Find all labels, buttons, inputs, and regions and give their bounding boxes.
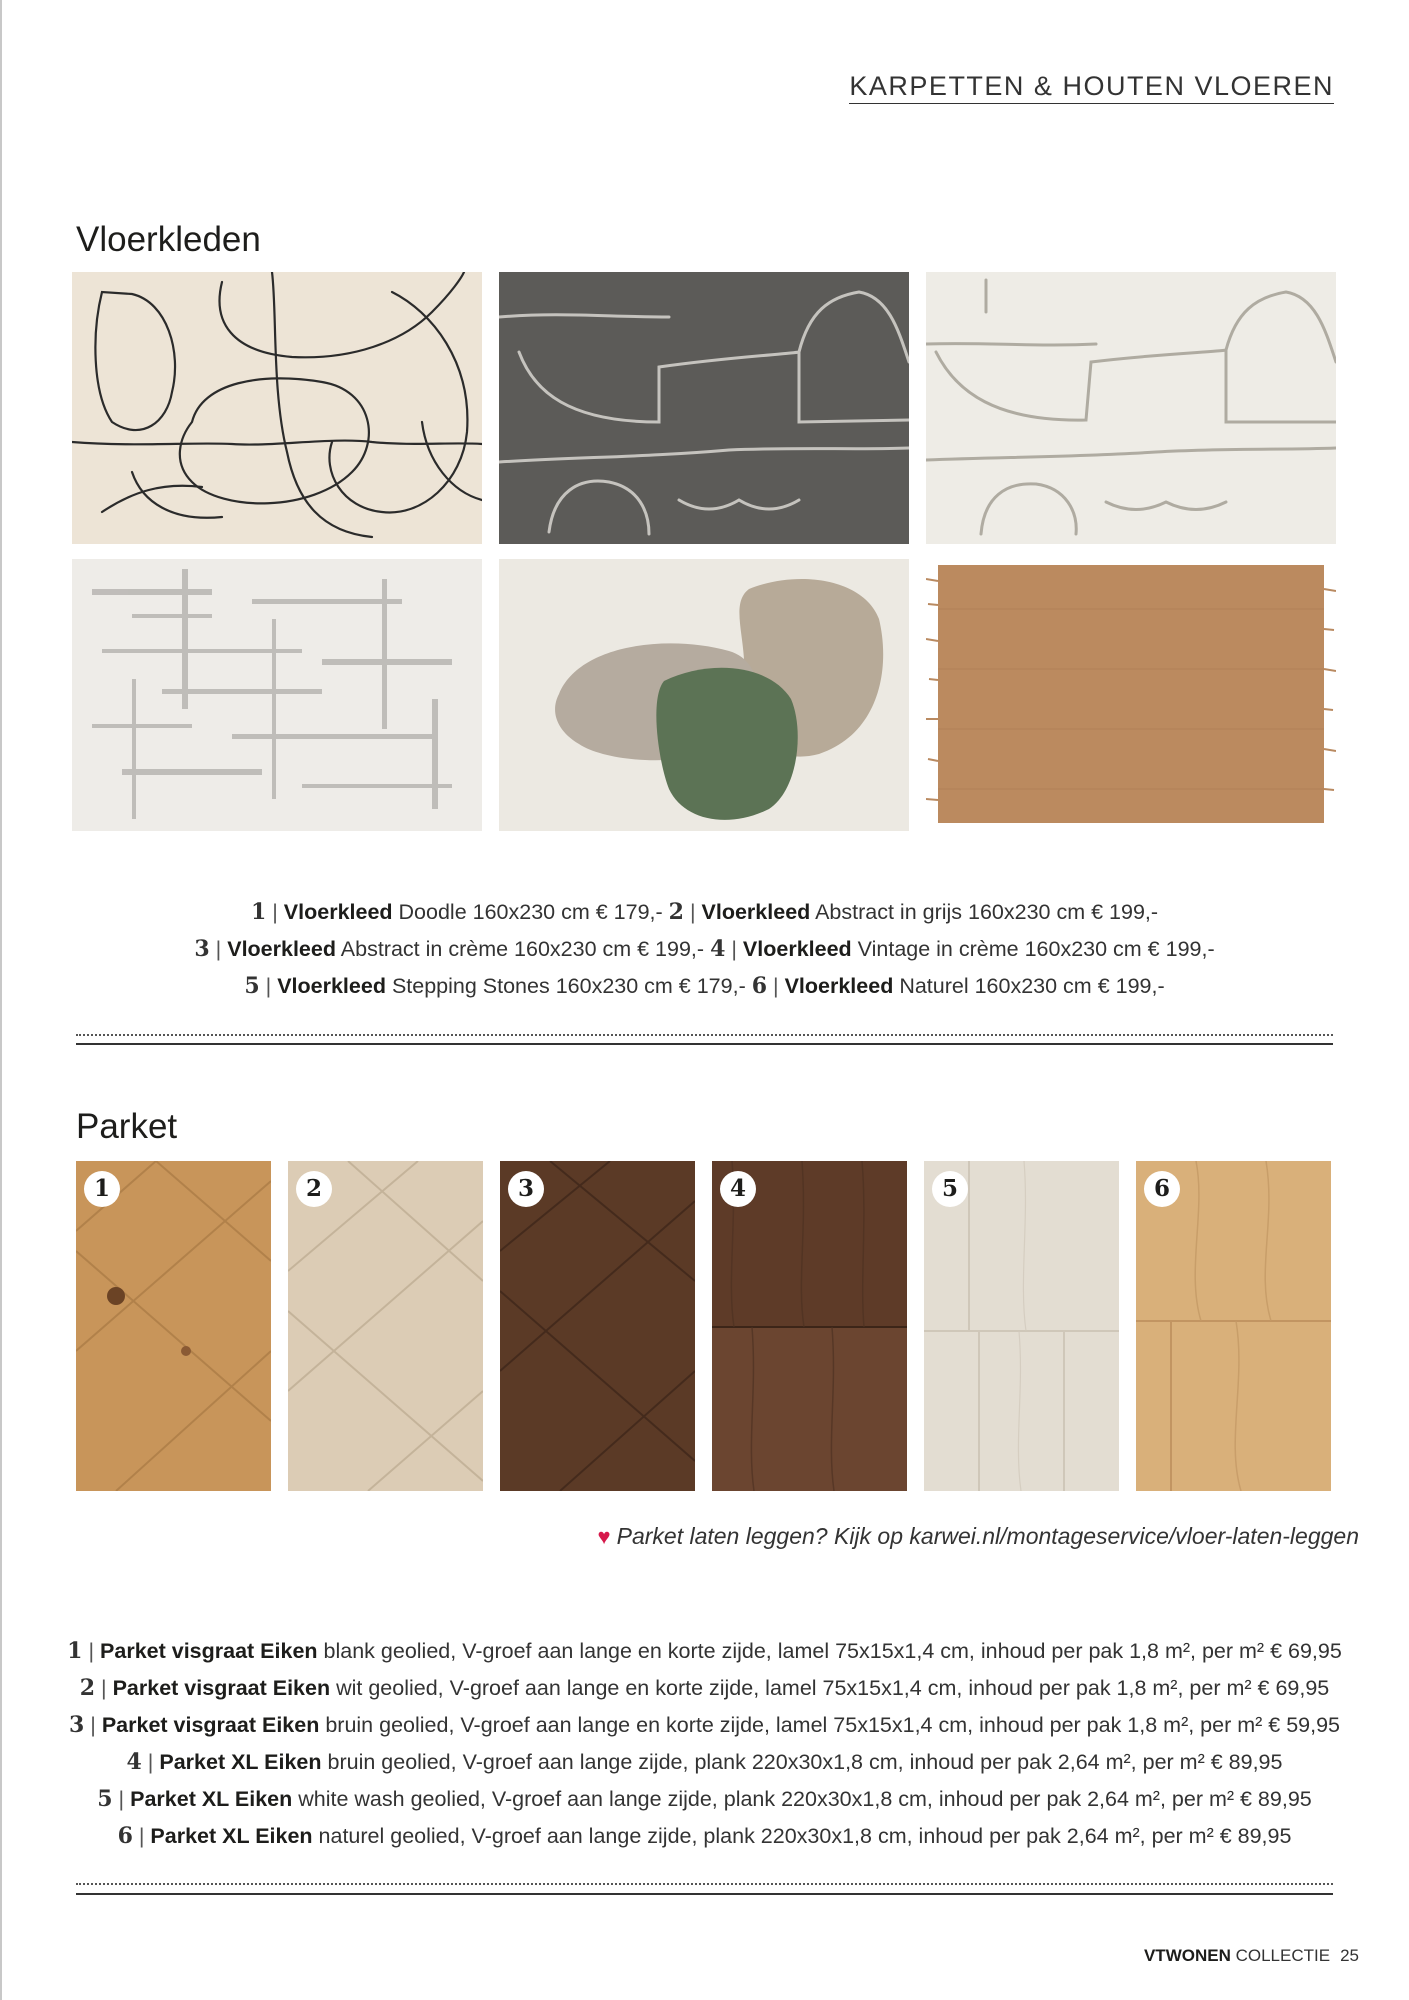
caption-details: Abstract in crème 160x230 cm € 199,- <box>340 937 705 961</box>
rug-image-abstract-creme[interactable] <box>926 272 1336 544</box>
footer-label: COLLECTIE <box>1235 1946 1331 1965</box>
caption-number: 3 <box>194 936 210 962</box>
caption-product-name: Vloerkleed <box>784 974 894 998</box>
caption-details: Naturel 160x230 cm € 199,- <box>899 974 1165 998</box>
caption-details: Vintage in crème 160x230 cm € 199,- <box>857 937 1215 961</box>
parquet-tile-3[interactable] <box>500 1161 695 1491</box>
section-header: KARPETTEN & HOUTEN VLOEREN <box>849 73 1334 104</box>
caption-number: 6 <box>751 973 768 999</box>
caption-line: 1 | Vloerkleed Doodle 160x230 cm € 179,- 2 | Vloerkleed Abstract in grijs 160x230 cm € 199,- <box>250 899 1159 925</box>
caption-details: Doodle 160x230 cm € 179,- <box>398 900 663 924</box>
caption-line: 5 | Parket XL Eiken white wash geolied, V-groef aan lange zijde, plank 220x30x1,8 cm, inhoud per pak 2,64 m², per m² € 89,95 <box>97 1786 1312 1812</box>
rugs-caption <box>0 894 1409 1005</box>
caption-details: Stepping Stones 160x230 cm € 179,- <box>391 974 746 998</box>
caption-product-name: Parket visgraat Eiken <box>100 1639 318 1663</box>
divider-dotted <box>76 1883 1333 1885</box>
page-footer <box>1144 1946 1359 1966</box>
caption-number: 2 <box>79 1675 96 1701</box>
parquet-badge: 1 <box>84 1171 120 1207</box>
caption-product-name: Vloerkleed <box>701 900 811 924</box>
caption-details: bruin geolied, V-groef aan lange en korte zijde, lamel 75x15x1,4 cm, inhoud per pak 1,8 m², per m² € 59,95 <box>325 1713 1341 1737</box>
caption-number: 1 <box>250 899 267 925</box>
caption-number: 4 <box>710 936 726 962</box>
divider-solid <box>76 1893 1333 1895</box>
divider-solid <box>76 1043 1333 1045</box>
parquet-badge: 2 <box>296 1171 332 1207</box>
caption-details: blank geolied, V-groef aan lange en korte zijde, lamel 75x15x1,4 cm, inhoud per pak 1,8 m², per m² € 69,95 <box>323 1639 1342 1663</box>
caption-number: 3 <box>68 1712 85 1738</box>
parquet-badge: 3 <box>508 1171 544 1207</box>
parquet-tile-2[interactable] <box>288 1161 483 1491</box>
caption-product-name: Parket XL Eiken <box>130 1787 293 1811</box>
parquet-tile-5[interactable] <box>924 1161 1119 1491</box>
parquet-caption <box>0 1633 1409 1855</box>
caption-details: wit geolied, V-groef aan lange en korte zijde, lamel 75x15x1,4 cm, inhoud per pak 1,8 m², per m² € 69,95 <box>336 1676 1330 1700</box>
rug-image-naturel[interactable] <box>926 559 1336 831</box>
caption-number: 6 <box>117 1823 133 1849</box>
page-number: 25 <box>1340 1946 1359 1965</box>
caption-product-name: Vloerkleed <box>283 900 393 924</box>
caption-product-name: Vloerkleed <box>742 937 852 961</box>
parquet-tile-4[interactable] <box>712 1161 907 1491</box>
parquet-tile-6[interactable] <box>1136 1161 1331 1491</box>
rug-image-stepping-stones[interactable] <box>499 559 909 831</box>
montage-tip-text: Parket laten leggen? Kijk op karwei.nl/montageservice/vloer-laten-leggen <box>616 1523 1359 1549</box>
caption-number: 2 <box>668 899 684 925</box>
caption-line: 4 | Parket XL Eiken bruin geolied, V-groef aan lange zijde, plank 220x30x1,8 cm, inhoud per pak 2,64 m², per m² € 89,95 <box>126 1749 1283 1775</box>
rug-image-abstract-grijs[interactable] <box>499 272 909 544</box>
montage-tip[interactable] <box>598 1523 1359 1550</box>
caption-line: 3 | Parket visgraat Eiken bruin geolied, V-groef aan lange en korte zijde, lamel 75x15x1,4 cm, inhoud per pak 1,8 m², per m² € 59,95 <box>68 1712 1341 1738</box>
caption-line: 6 | Parket XL Eiken naturel geolied, V-groef aan lange zijde, plank 220x30x1,8 cm, inhoud per pak 2,64 m², per m² € 89,95 <box>117 1823 1292 1849</box>
caption-product-name: Vloerkleed <box>227 937 336 961</box>
parquet-title: Parket <box>76 1107 178 1146</box>
caption-number: 5 <box>97 1786 113 1812</box>
rug-image-vintage[interactable] <box>72 559 482 831</box>
parquet-badge: 5 <box>932 1171 968 1207</box>
caption-number: 1 <box>67 1638 83 1664</box>
parquet-badge: 4 <box>720 1171 756 1207</box>
divider-dotted <box>76 1034 1333 1036</box>
caption-number: 5 <box>244 973 260 999</box>
caption-product-name: Parket visgraat Eiken <box>101 1713 320 1737</box>
caption-number: 4 <box>126 1749 142 1775</box>
caption-product-name: Parket XL Eiken <box>159 1750 322 1774</box>
caption-details: white wash geolied, V-groef aan lange zijde, plank 220x30x1,8 cm, inhoud per pak 2,64 m², per m² € 89,95 <box>298 1787 1312 1811</box>
parquet-badge: 6 <box>1144 1171 1180 1207</box>
caption-details: naturel geolied, V-groef aan lange zijde, plank 220x30x1,8 cm, inhoud per pak 2,64 m², per m² € 89,95 <box>318 1824 1292 1848</box>
caption-line: 5 | Vloerkleed Stepping Stones 160x230 cm € 179,- 6 | Vloerkleed Naturel 160x230 cm € 199,- <box>244 973 1165 999</box>
parquet-tile-1[interactable] <box>76 1161 271 1491</box>
caption-details: Abstract in grijs 160x230 cm € 199,- <box>815 900 1159 924</box>
caption-product-name: Parket visgraat Eiken <box>112 1676 331 1700</box>
caption-product-name: Vloerkleed <box>277 974 386 998</box>
caption-line: 2 | Parket visgraat Eiken wit geolied, V-groef aan lange en korte zijde, lamel 75x15x1,4 cm, inhoud per pak 1,8 m², per m² € 69,95 <box>79 1675 1330 1701</box>
footer-brand: VTWONEN <box>1143 1946 1231 1965</box>
rugs-title: Vloerkleden <box>76 220 261 259</box>
caption-line: 1 | Parket visgraat Eiken blank geolied, V-groef aan lange en korte zijde, lamel 75x15x1,4 cm, inhoud per pak 1,8 m², per m² € 69,95 <box>67 1638 1342 1664</box>
caption-line: 3 | Vloerkleed Abstract in crème 160x230 cm € 199,- 4 | Vloerkleed Vintage in crème 160x230 cm € 199,- <box>194 936 1215 962</box>
caption-details: bruin geolied, V-groef aan lange zijde, plank 220x30x1,8 cm, inhoud per pak 2,64 m², per m² € 89,95 <box>327 1750 1283 1774</box>
caption-product-name: Parket XL Eiken <box>150 1824 313 1848</box>
rug-image-doodle[interactable] <box>72 272 482 544</box>
heart-icon: ♥ <box>597 1524 611 1549</box>
